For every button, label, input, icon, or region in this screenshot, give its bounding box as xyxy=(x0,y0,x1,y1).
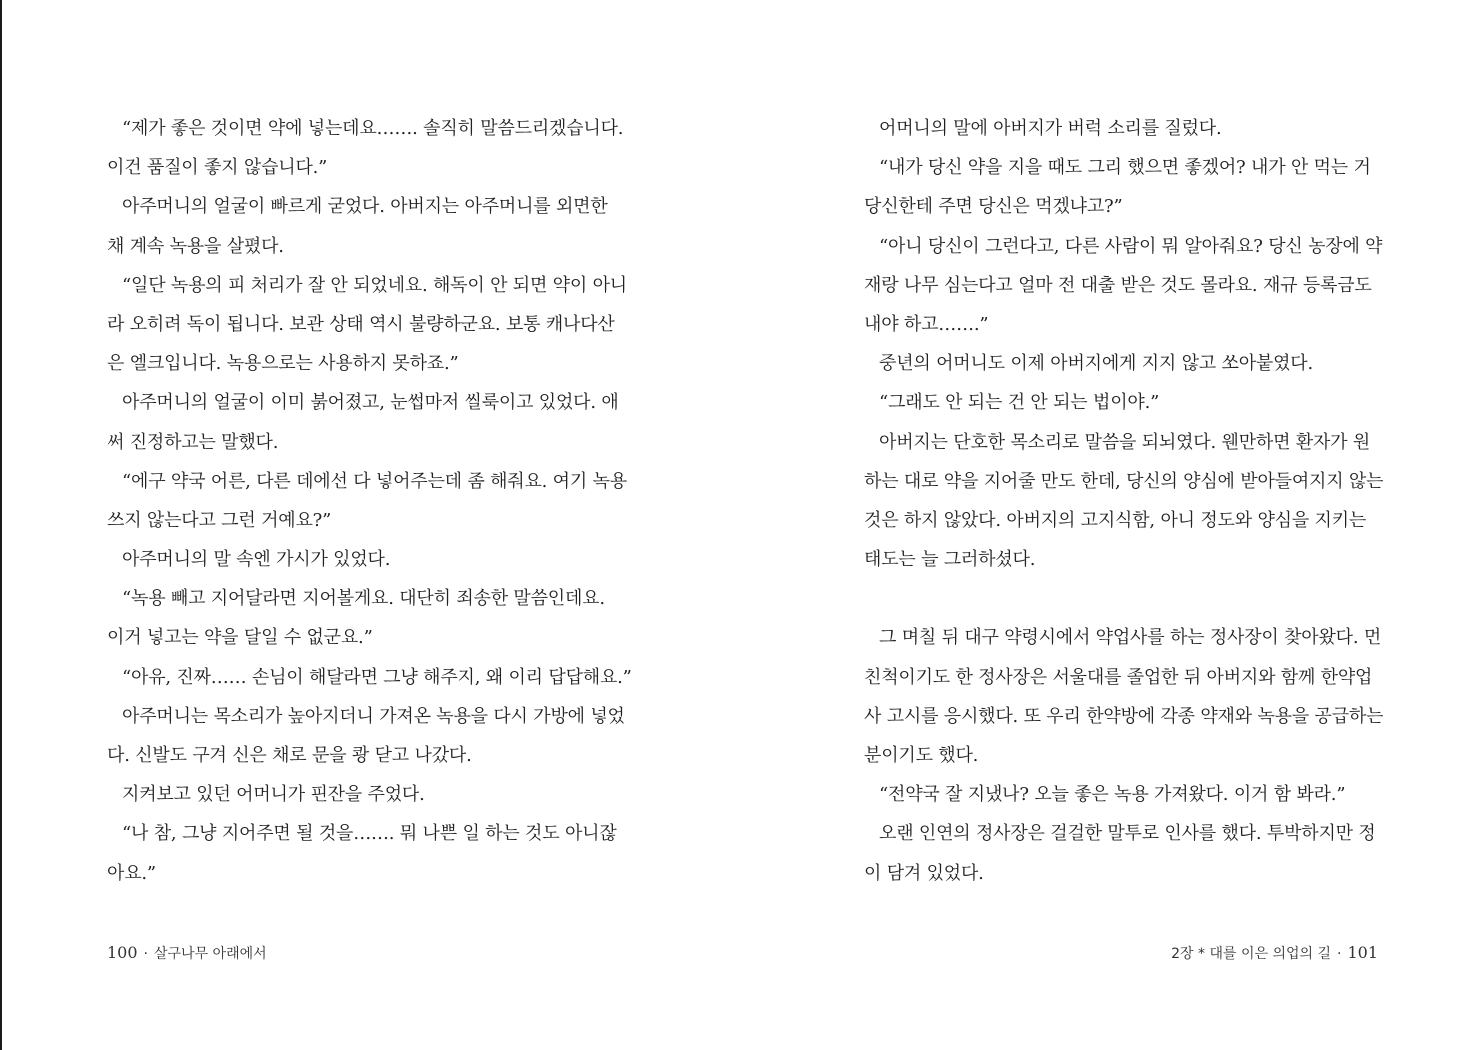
text-line: 이건 품질이 좋지 않습니다.” xyxy=(107,157,328,179)
text-line: 써 진정하고는 말했다. xyxy=(107,431,279,453)
text-line: 다. 신발도 구겨 신은 채로 문을 쾅 닫고 나갔다. xyxy=(107,745,472,766)
left-page-text xyxy=(107,109,632,893)
right-page-body xyxy=(864,109,1384,893)
book-title: 살구나무 아래에서 xyxy=(154,946,267,962)
page-number: 101 xyxy=(1347,943,1378,962)
text-line: 이거 넣고는 약을 달일 수 없군요.” xyxy=(107,627,373,649)
right-page-footer xyxy=(1171,942,1378,965)
text-line: “그래도 안 되는 건 안 되는 법이야.” xyxy=(879,392,1160,414)
footer-separator: · xyxy=(1337,946,1342,962)
text-line: 아주머니의 얼굴이 빠르게 굳었다. 아버지는 아주머니를 외면한 xyxy=(122,196,608,218)
page-number: 100 xyxy=(107,943,138,962)
text-line: 쓰지 않는다고 그런 거예요?” xyxy=(107,509,332,531)
text-line: 아버지는 단호한 목소리로 말씀을 되뇌였다. 웬만하면 환자가 원 xyxy=(879,431,1371,453)
text-line: 내야 하고…….” xyxy=(864,313,989,335)
text-line: “내가 당신 약을 지을 때도 그리 했으면 좋겠어? 내가 안 먹는 거 xyxy=(879,157,1371,179)
text-line: 태도는 늘 그러하셨다. xyxy=(864,549,1036,571)
text-line: “아니 당신이 그런다고, 다른 사람이 뭐 알아줘요? 당신 농장에 약 xyxy=(879,235,1383,257)
footer-separator: · xyxy=(143,946,148,962)
text-line: “전약국 잘 지냈나? 오늘 좋은 녹용 가져왔다. 이거 함 봐라.” xyxy=(879,784,1346,806)
text-line: “나 참, 그냥 지어주면 될 것을……. 뭐 나쁜 일 하는 것도 아니잖 xyxy=(122,823,617,845)
text-line: 아주머니의 말 속엔 가시가 있었다. xyxy=(122,549,391,571)
paragraph-break xyxy=(864,579,1379,618)
text-line: 이 담겨 있었다. xyxy=(864,862,984,884)
text-line: 것은 하지 않았다. 아버지의 고지식함, 아니 정도와 양심을 지키는 xyxy=(864,509,1367,531)
text-line: 은 엘크입니다. 녹용으로는 사용하지 못하죠.” xyxy=(107,353,459,375)
text-line: 재랑 나무 심는다고 얼마 전 대출 받은 것도 몰라요. 재규 등록금도 xyxy=(864,274,1372,296)
text-line: 아주머니의 얼굴이 이미 붉어졌고, 눈썹마저 씰룩이고 있었다. 애 xyxy=(122,392,619,414)
text-line: “에구 약국 어른, 다른 데에선 다 넣어주는데 좀 해줘요. 여기 녹용 xyxy=(122,470,627,492)
text-line: 사 고시를 응시했다. 또 우리 한약방에 각종 약재와 녹용을 공급하는 xyxy=(864,705,1384,727)
text-line: “제가 좋은 것이면 약에 넣는데요……. 솔직히 말씀드리겠습니다. xyxy=(122,118,624,139)
text-line: 아주머니는 목소리가 높아지더니 가져온 녹용을 다시 가방에 넣었 xyxy=(122,705,625,727)
left-page-body xyxy=(107,109,632,893)
text-line: “녹용 빼고 지어달라면 지어볼게요. 대단히 죄송한 말씀인데요. xyxy=(122,588,605,610)
left-page-footer xyxy=(107,942,267,965)
text-line: 친척이기도 한 정사장은 서울대를 졸업한 뒤 아버지와 함께 한약업 xyxy=(864,666,1373,688)
text-line: 지켜보고 있던 어머니가 핀잔을 주었다. xyxy=(122,784,425,806)
text-line: 당신한테 주면 당신은 먹겠냐고?” xyxy=(864,196,1123,218)
right-page-text xyxy=(864,109,1384,893)
book-spine-edge xyxy=(0,0,2,1050)
text-line: 아요.” xyxy=(107,862,156,884)
text-line: 분이기도 했다. xyxy=(864,745,979,766)
text-line: 라 오히려 독이 됩니다. 보관 상태 역시 불량하군요. 보통 캐나다산 xyxy=(107,313,615,335)
text-line: 하는 대로 약을 지어줄 만도 한데, 당신의 양심에 받아들여지지 않는 xyxy=(864,470,1384,492)
text-line: 채 계속 녹용을 살폈다. xyxy=(107,235,284,257)
text-line: “아유, 진짜…… 손님이 해달라면 그냥 해주지, 왜 이리 답답해요.” xyxy=(122,666,632,688)
chapter-title: 2장 * 대를 이은 의업의 길 xyxy=(1171,946,1331,962)
text-line: 그 며칠 뒤 대구 약령시에서 약업사를 하는 정사장이 찾아왔다. 먼 xyxy=(879,627,1382,649)
text-line: 오랜 인연의 정사장은 걸걸한 말투로 인사를 했다. 투박하지만 정 xyxy=(879,823,1376,845)
text-line: “일단 녹용의 피 처리가 잘 안 되었네요. 해독이 안 되면 약이 아니 xyxy=(122,274,627,296)
text-line: 중년의 어머니도 이제 아버지에게 지지 않고 쏘아붙였다. xyxy=(879,353,1313,375)
text-line: 어머니의 말에 아버지가 버럭 소리를 질렀다. xyxy=(879,118,1222,139)
